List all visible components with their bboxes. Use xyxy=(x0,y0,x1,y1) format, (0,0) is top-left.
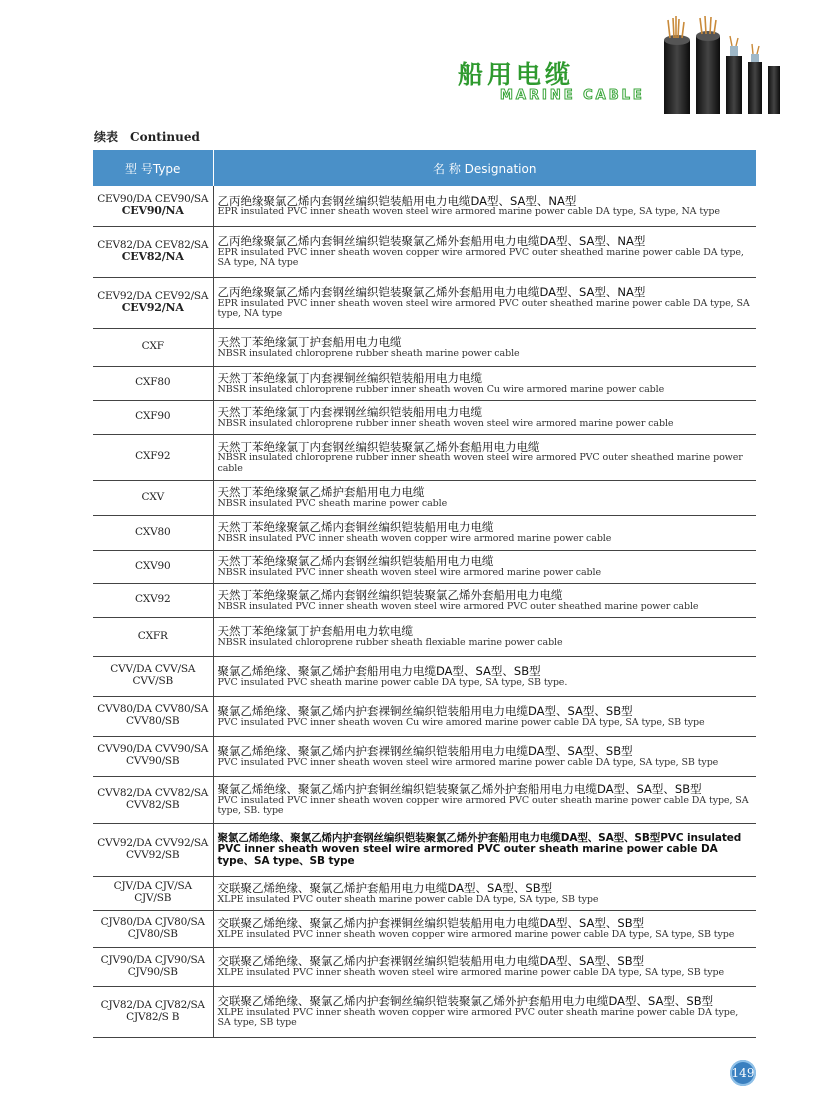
page-number: 149 xyxy=(730,1060,756,1086)
table-row xyxy=(93,656,756,696)
designation-cell xyxy=(213,736,756,776)
type-line-1: CEV90/DA CEV90/SA xyxy=(97,192,209,205)
header-title-cn: 船用电缆 xyxy=(458,60,575,89)
table-row xyxy=(93,876,756,910)
designation-en: PVC insulated PVC inner sheath woven Cu wire amored marine power cable DA type, SA type, SB type xyxy=(217,716,705,728)
section-label xyxy=(94,128,212,145)
designation-cn: 交联聚乙烯绝缘、聚氯乙烯内护套裸铜丝编织铠装船用电力电缆DA型、SA型、SB型 xyxy=(217,916,645,931)
designation-cell xyxy=(213,550,756,583)
designation-cell xyxy=(213,480,756,515)
type-cell xyxy=(93,434,213,480)
cable-table xyxy=(93,150,756,1038)
type-line-1: CVV80/DA CVV80/SA xyxy=(97,703,209,716)
designation-en: PVC insulated PVC inner sheath woven steel wire armored marine power cable DA type, SA type, SB type xyxy=(217,756,719,768)
type-line-2: CEV90/NA xyxy=(121,204,184,218)
type-line-1: CXF92 xyxy=(135,450,171,463)
designation-cell xyxy=(213,186,756,226)
designation-cn: 天然丁苯绝缘氯丁内套裸铜丝编织铠装船用电力电缆 xyxy=(217,370,482,385)
designation-en: XLPE insulated PVC outer sheath marine power cable DA type, SA type, SB type xyxy=(217,893,599,905)
designation-cell xyxy=(213,617,756,656)
table-row xyxy=(93,400,756,434)
table-row xyxy=(93,366,756,400)
type-cell xyxy=(93,776,213,823)
type-line-1: CXF80 xyxy=(135,376,171,389)
table-row xyxy=(93,550,756,583)
type-cell xyxy=(93,947,213,986)
type-cell xyxy=(93,515,213,550)
designation-cn: 聚氯乙烯绝缘、聚氯乙烯内护套钢丝编织铠装聚氯乙烯外护套船用电力电缆DA型、SA型、SB型PVC insulated PVC inner sheath woven steel wire armored PVC outer sheath marine power cable DA type、SA type、SB type xyxy=(217,831,742,867)
table-row xyxy=(93,823,756,876)
cable-illustration xyxy=(660,16,790,114)
designation-cn: 交联聚乙烯绝缘、聚氯乙烯内护套铜丝编织铠装聚氯乙烯外护套船用电力电缆DA型、SA型、SB型 xyxy=(217,994,714,1009)
type-line-1: CVV82/DA CVV82/SA xyxy=(97,786,209,799)
type-cell xyxy=(93,696,213,736)
type-cell xyxy=(93,400,213,434)
designation-cell xyxy=(213,876,756,910)
type-line-1: CJV80/DA CJV80/SA xyxy=(100,915,205,928)
type-line-1: CXV xyxy=(141,490,164,503)
designation-cell xyxy=(213,328,756,366)
designation-cell xyxy=(213,656,756,696)
designation-cell xyxy=(213,696,756,736)
section-label-en: Continued xyxy=(130,130,200,144)
table-row xyxy=(93,328,756,366)
designation-cn: 天然丁苯绝缘聚氯乙烯护套船用电力电缆 xyxy=(217,485,425,500)
type-cell xyxy=(93,986,213,1037)
designation-cell xyxy=(213,366,756,400)
designation-cn: 天然丁苯绝缘氯丁护套船用电力电缆 xyxy=(217,334,402,349)
type-line-1: CJV90/DA CJV90/SA xyxy=(100,953,205,966)
designation-cn: 聚氯乙烯绝缘、聚氯乙烯护套船用电力电缆DA型、SA型、SB型 xyxy=(217,663,541,678)
designation-cn: 交联聚乙烯绝缘、聚氯乙烯内护套裸钢丝编织铠装船用电力电缆DA型、SA型、SB型 xyxy=(217,954,645,969)
designation-en: PVC insulated PVC inner sheath woven copper wire armored PVC outer sheath marine power cable DA type, SA type, SB. type xyxy=(217,794,749,817)
type-line-1: CXV92 xyxy=(135,593,171,606)
designation-cell xyxy=(213,823,756,876)
designation-cn: 乙丙绝缘聚氯乙烯内套钢丝编织铠装聚氯乙烯外套船用电力电缆DA型、SA型、NA型 xyxy=(217,285,646,300)
designation-cell xyxy=(213,776,756,823)
designation-cn: 天然丁苯绝缘聚氯乙烯内套铜丝编织铠装船用电力电缆 xyxy=(217,520,494,535)
type-line-2: CJV90/SB xyxy=(127,965,178,978)
table-row xyxy=(93,480,756,515)
designation-en: EPR insulated PVC inner sheath woven steel wire armored marine power cable DA type, SA type, NA type xyxy=(217,206,720,218)
designation-cell xyxy=(213,434,756,480)
designation-cell xyxy=(213,277,756,328)
section-label-cn: 续表 xyxy=(94,130,119,144)
type-line-1: CEV92/DA CEV92/SA xyxy=(97,289,209,302)
designation-cell xyxy=(213,515,756,550)
designation-cn: 聚氯乙烯绝缘、聚氯乙烯内护套裸钢丝编织铠装船用电力电缆DA型、SA型、SB型 xyxy=(217,743,633,758)
type-cell xyxy=(93,277,213,328)
type-cell xyxy=(93,226,213,277)
table-row xyxy=(93,186,756,226)
designation-cell xyxy=(213,910,756,947)
designation-cn: 天然丁苯绝缘氯丁护套船用电力软电缆 xyxy=(217,624,413,639)
type-cell xyxy=(93,617,213,656)
table-row xyxy=(93,583,756,617)
designation-cell xyxy=(213,226,756,277)
type-cell xyxy=(93,480,213,515)
designation-en: NBSR insulated PVC inner sheath woven steel wire armored marine power cable xyxy=(217,567,601,579)
designation-cn: 乙丙绝缘聚氯乙烯内套铜丝编织铠装聚氯乙烯外套船用电力电缆DA型、SA型、NA型 xyxy=(217,234,646,249)
type-line-2: CVV/SB xyxy=(132,675,173,687)
type-line-2: CJV80/SB xyxy=(127,927,178,940)
header-designation: 名 称 Designation xyxy=(213,150,756,186)
designation-cell xyxy=(213,986,756,1037)
type-line-1: CXFR xyxy=(137,629,168,642)
designation-en: XLPE insulated PVC inner sheath woven copper wire armored marine power cable DA type, SA type, SB type xyxy=(217,929,735,941)
designation-cn: 天然丁苯绝缘氯丁内套裸钢丝编织铠装船用电力电缆 xyxy=(217,404,482,419)
table-row xyxy=(93,776,756,823)
table-row xyxy=(93,226,756,277)
table-row xyxy=(93,947,756,986)
type-line-1: CXF90 xyxy=(135,410,171,423)
table-row xyxy=(93,986,756,1037)
designation-en: NBSR insulated chloroprene rubber sheath marine power cable xyxy=(217,347,520,359)
type-cell xyxy=(93,656,213,696)
type-line-1: CVV/DA CVV/SA xyxy=(110,663,196,676)
designation-en: EPR insulated PVC inner sheath woven steel wire armored PVC outer sheathed marine power cable DA type, SA type, NA type xyxy=(217,297,750,320)
type-cell xyxy=(93,366,213,400)
table-row xyxy=(93,434,756,480)
type-line-2: CJV/SB xyxy=(134,892,172,904)
designation-cell xyxy=(213,947,756,986)
type-cell xyxy=(93,328,213,366)
designation-cn: 天然丁苯绝缘氯丁内套钢丝编织铠装聚氯乙烯外套船用电力电缆 xyxy=(217,439,540,454)
type-cell xyxy=(93,736,213,776)
designation-cn: 天然丁苯绝缘聚氯乙烯内套钢丝编织铠装聚氯乙烯外套船用电力电缆 xyxy=(217,587,563,602)
table-row xyxy=(93,910,756,947)
table-header-row xyxy=(93,150,756,186)
header-title-en: MARINE CABLE xyxy=(500,88,645,103)
designation-cell xyxy=(213,400,756,434)
designation-cn: 乙丙绝缘聚氯乙烯内套钢丝编织铠装船用电力电缆DA型、SA型、NA型 xyxy=(217,193,577,208)
designation-cell xyxy=(213,583,756,617)
table-row xyxy=(93,696,756,736)
type-line-2: CEV92/NA xyxy=(121,301,184,315)
designation-cn: 天然丁苯绝缘聚氯乙烯内套钢丝编织铠装船用电力电缆 xyxy=(217,554,494,569)
type-line-1: CVV92/DA CVV92/SA xyxy=(97,836,209,849)
type-line-2: CJV82/S B xyxy=(126,1010,180,1023)
type-cell xyxy=(93,876,213,910)
designation-en: XLPE insulated PVC inner sheath woven copper wire armored PVC outer sheath marine power cable DA type, SA type, SB type xyxy=(217,1006,739,1029)
designation-en: NBSR insulated PVC sheath marine power cable xyxy=(217,498,448,510)
designation-cn: 交联聚乙烯绝缘、聚氯乙烯护套船用电力电缆DA型、SA型、SB型 xyxy=(217,880,553,895)
type-cell xyxy=(93,583,213,617)
type-line-2: CVV82/SB xyxy=(126,798,180,811)
type-line-1: CJV82/DA CJV82/SA xyxy=(100,998,205,1011)
designation-en: NBSR insulated chloroprene rubber inner sheath woven steel wire armored PVC outer sheathed marine power cable xyxy=(217,452,743,474)
table-row xyxy=(93,515,756,550)
designation-en: NBSR insulated chloroprene rubber sheath flexiable marine power cable xyxy=(217,637,563,649)
type-cell xyxy=(93,550,213,583)
type-line-2: CEV82/NA xyxy=(121,250,184,264)
designation-en: XLPE insulated PVC inner sheath woven steel wire armored marine power cable DA type, SA type, SB type xyxy=(217,967,724,979)
designation-en: EPR insulated PVC inner sheath woven copper wire armored PVC outer sheathed marine power cable DA type, SA type, NA type xyxy=(217,246,744,269)
type-line-2: CVV92/SB xyxy=(126,848,180,861)
designation-cn: 聚氯乙烯绝缘、聚氯乙烯内护套裸铜丝编织铠装船用电力电缆DA型、SA型、SB型 xyxy=(217,703,633,718)
designation-en: NBSR insulated PVC inner sheath woven steel wire armored PVC outer sheathed marine power cable xyxy=(217,600,699,612)
type-line-1: CJV/DA CJV/SA xyxy=(113,880,192,893)
type-cell xyxy=(93,910,213,947)
designation-en: NBSR insulated chloroprene rubber inner sheath woven steel wire armored marine power cable xyxy=(217,417,674,429)
designation-en: PVC insulated PVC sheath marine power cable DA type, SA type, SB type. xyxy=(217,676,568,688)
type-line-1: CXF xyxy=(141,340,164,353)
type-line-2: CVV90/SB xyxy=(126,755,180,767)
table-row xyxy=(93,617,756,656)
type-line-1: CEV82/DA CEV82/SA xyxy=(97,238,209,251)
designation-en: NBSR insulated PVC inner sheath woven copper wire armored marine power cable xyxy=(217,533,612,545)
type-line-2: CVV80/SB xyxy=(126,715,180,727)
table-row xyxy=(93,736,756,776)
type-cell xyxy=(93,186,213,226)
type-line-1: CXV80 xyxy=(135,525,171,538)
designation-cn: 聚氯乙烯绝缘、聚氯乙烯内护套铜丝编织铠装聚氯乙烯外护套船用电力电缆DA型、SA型、SB型 xyxy=(217,782,702,797)
type-line-1: CVV90/DA CVV90/SA xyxy=(97,743,209,756)
table-row xyxy=(93,277,756,328)
header-type: 型 号Type xyxy=(93,150,213,186)
designation-en: NBSR insulated chloroprene rubber inner sheath woven Cu wire armored marine power cable xyxy=(217,383,665,395)
type-line-1: CXV90 xyxy=(135,559,171,572)
type-cell xyxy=(93,823,213,876)
